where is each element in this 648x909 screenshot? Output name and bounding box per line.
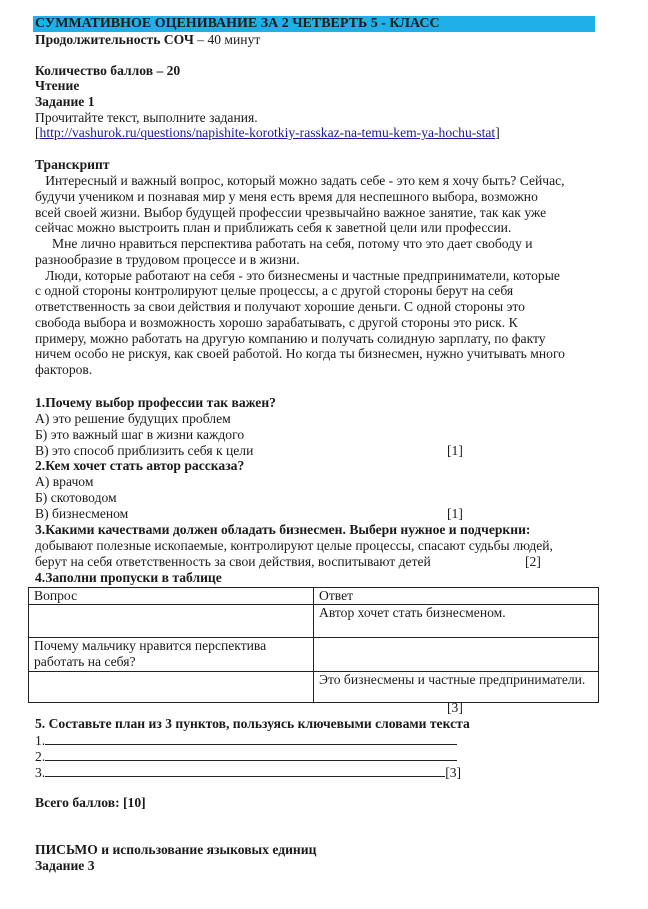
transcript-line: Люди, которые работают на себя - это бизнесмены и частные предприниматели, которые: [35, 267, 560, 283]
document-title: СУММАТИВНОЕ ОЦЕНИВАНИЕ ЗА 2 ЧЕТВЕРТЬ 5 - КЛАСС: [33, 16, 595, 32]
q1-option-b: Б) это важный шаг в жизни каждого: [35, 427, 245, 442]
points-total: Количество баллов – 20: [35, 63, 181, 78]
table-cell-blank[interactable]: [29, 672, 314, 703]
question-3: 3.Какими качествами должен обладать бизнесмен. Выбери нужное и подчеркни:: [35, 522, 531, 537]
transcript-line: Интересный и важный вопрос, который можно задать себе - это кем я хочу быть? Сейчас,: [35, 173, 565, 188]
q2-option-a: А) врачом: [35, 474, 94, 489]
q1-score: [1]: [447, 443, 463, 458]
transcript-line: ответственность за свои действия и получают хорошие деньги. С одной стороны это: [35, 299, 525, 314]
question-4: 4.Заполни пропуски в таблице: [35, 570, 222, 585]
q3-line-2: берут на себя ответственность за свои действия, воспитывают детей: [35, 554, 431, 569]
table-cell-blank[interactable]: [314, 638, 599, 672]
instruction: Прочитайте текст, выполните задания.: [35, 110, 258, 125]
fill-in-table: [28, 587, 599, 703]
table-cell: Это бизнесмены и частные предприниматели.: [314, 672, 599, 703]
transcript-line: будучи учеником и познавая мир у меня есть время для неспешного выбора, возможно: [35, 188, 538, 204]
total-score: Всего баллов: [10]: [35, 795, 146, 810]
q2-score: [1]: [447, 506, 463, 521]
duration-value: – 40 минут: [193, 32, 261, 47]
plan-blank-line[interactable]: [45, 748, 457, 761]
section-writing: ПИСЬМО и использование языковых единиц: [35, 842, 317, 857]
table-cell: Почему мальчику нравится перспектива работать на себя?: [29, 638, 314, 672]
transcript-line: факторов.: [35, 362, 93, 377]
plan-item-1[interactable]: [35, 732, 457, 749]
q2-option-b: Б) скотоводом: [35, 490, 117, 505]
transcript-line: свобода выбора и возможность хорошо зарабатывать, с другой стороны это риск. К: [35, 314, 518, 330]
question-5: 5. Составьте план из 3 пунктов, пользуясь ключевыми словами текста: [35, 716, 470, 731]
transcript-line: всей своей жизни. Выбор будущей профессии чрезвычайно важное занятие, так как уже: [35, 204, 547, 220]
transcript-line: Мне лично нравиться перспектива работать на себя, потому что это дает свободу и: [35, 236, 533, 251]
q5-score: [3]: [445, 765, 462, 780]
q3-score: [2]: [525, 554, 541, 569]
q1-option-a: А) это решение будущих проблем: [35, 411, 231, 426]
plan-blank-line[interactable]: [45, 732, 457, 745]
plan-item-number: 2.: [35, 749, 46, 764]
source-link[interactable]: http://vashurok.ru/questions/napishite-korotkiy-rasskaz-na-temu-kem-ya-hochu-stat: [39, 125, 496, 140]
plan-blank-line[interactable]: [45, 764, 445, 777]
table-header-answer: Ответ: [314, 588, 599, 605]
question-2: 2.Кем хочет стать автор рассказа?: [35, 458, 245, 473]
task-1-heading: Задание 1: [35, 94, 95, 109]
plan-item-3[interactable]: [35, 764, 461, 781]
duration-label: Продолжительность СОЧ: [35, 32, 194, 47]
q2-option-c: В) бизнесменом: [35, 506, 129, 521]
q1-option-c: В) это способ приблизить себя к цели: [35, 443, 254, 458]
question-1: 1.Почему выбор профессии так важен?: [35, 395, 276, 410]
transcript-line: с одной стороны контролируют целые процессы, а с другой стороны берут на себя: [35, 283, 514, 299]
table-cell-blank[interactable]: [29, 605, 314, 638]
source-link-line: [http://vashurok.ru/questions/napishite-korotkiy-rasskaz-na-temu-kem-ya-hochu-stat]: [35, 125, 500, 140]
plan-item-number: 3.: [35, 765, 46, 780]
transcript-line: сейчас можно выстроить план и приближать себя к заветной цели или профессии.: [35, 220, 512, 236]
q3-line-1: добывают полезные ископаемые, контролируют целые процессы, спасают судьбы людей,: [35, 538, 553, 553]
section-reading: Чтение: [35, 78, 80, 93]
transcript-line: примеру, можно работать на другую компанию и получать солидную зарплату, по факту: [35, 330, 546, 346]
table-cell: Автор хочет стать бизнесменом.: [314, 605, 599, 638]
q4-score: [3]: [447, 700, 463, 715]
plan-item-number: 1.: [35, 733, 46, 748]
task-3-heading: Задание 3: [35, 858, 95, 873]
transcript-line: ничем особо не рискуя, как своей работой. Но когда ты бизнесмен, нужно учитывать много: [35, 346, 565, 362]
duration: [35, 32, 260, 48]
transcript-heading: Транскрипт: [35, 157, 110, 172]
transcript-line: разнообразие в трудовом процессе и в жизни.: [35, 251, 300, 267]
plan-item-2[interactable]: [35, 748, 457, 765]
table-header-question: Вопрос: [29, 588, 314, 605]
